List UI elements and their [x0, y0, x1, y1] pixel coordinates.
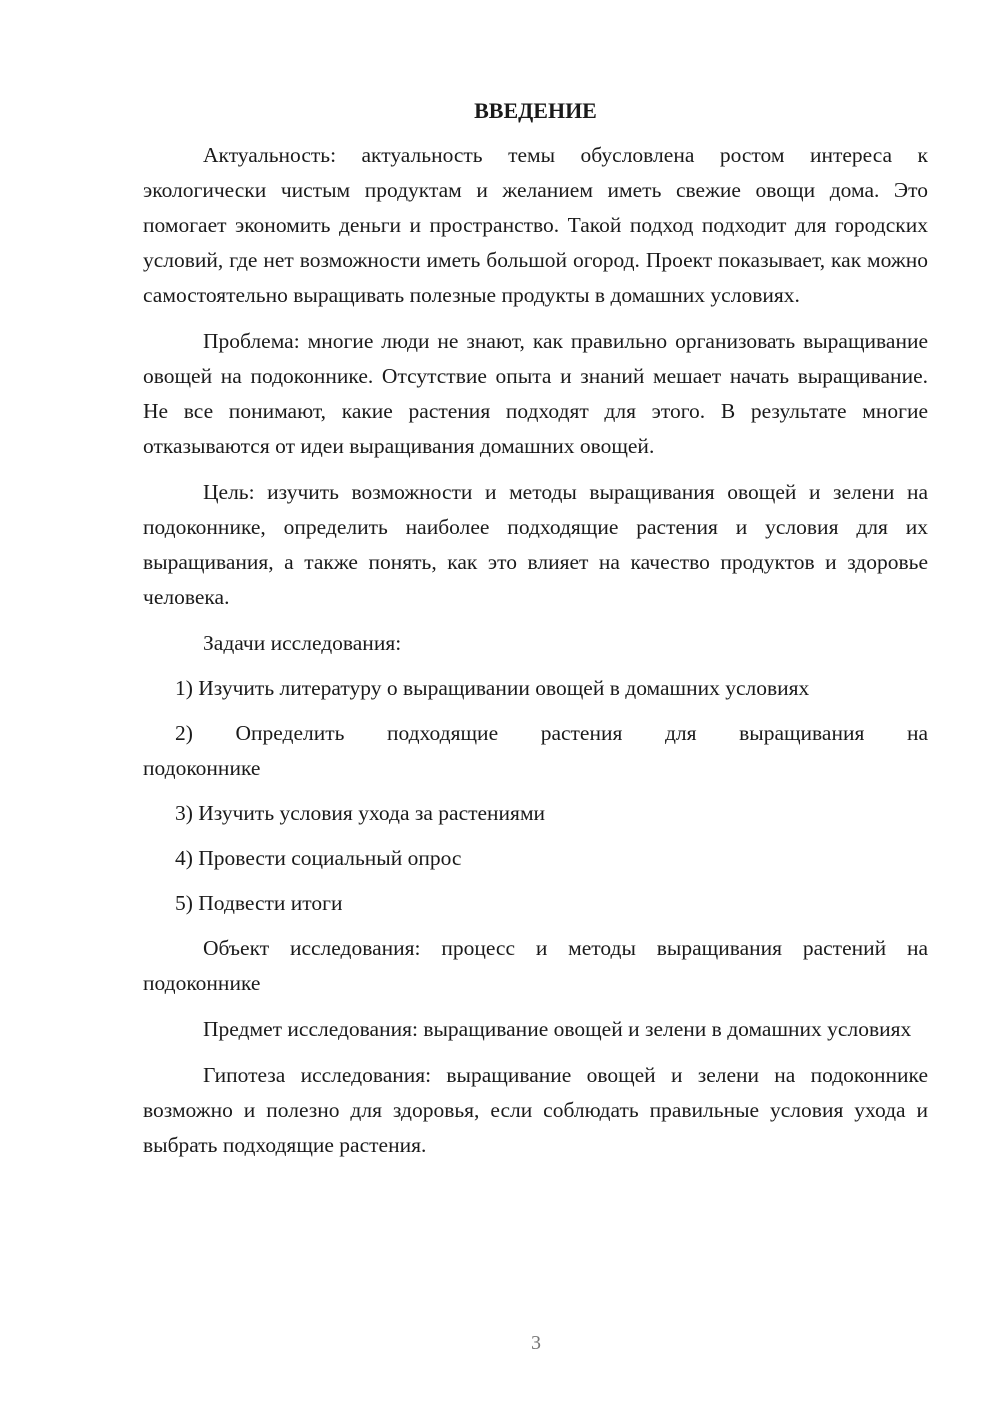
- section-heading: ВВЕДЕНИЕ: [474, 98, 597, 123]
- task-item-2-line-2: подоконнике: [143, 756, 261, 780]
- goal-paragraph: Цель: изучить возможности и методы выращивания овощей и зелени на подоконнике, определить наиболее подходящие растения и условия для их выращивания, а также понять, как это влияет на качество продуктов и здоровье человека.: [143, 480, 928, 609]
- task-item-2-line-1: 2) Определить подходящие растения для выращивания на: [175, 721, 928, 745]
- document-body: [143, 96, 928, 1174]
- hypothesis-paragraph: Гипотеза исследования: выращивание овощей и зелени на подоконнике возможно и полезно для здоровья, если соблюдать правильные условия ухода и выбрать подходящие растения.: [143, 1063, 928, 1157]
- task-item-1: 1) Изучить литературу о выращивании овощей в домашних условиях: [175, 676, 810, 700]
- problem-paragraph: Проблема: многие люди не знают, как правильно организовать выращивание овощей на подоконнике. Отсутствие опыта и знаний мешает начать выращивание. Не все понимают, какие растения подходят для этого. В результате многие отказываются от идеи выращивания домашних овощей.: [143, 329, 928, 458]
- page-number: 3: [531, 1332, 541, 1354]
- task-item-4: 4) Провести социальный опрос: [175, 846, 462, 870]
- task-item-3: 3) Изучить условия ухода за растениями: [175, 801, 546, 825]
- object-paragraph: Объект исследования: процесс и методы выращивания растений на подоконнике: [143, 936, 928, 995]
- subject-paragraph: Предмет исследования: выращивание овощей и зелени в домашних условиях: [203, 1017, 912, 1041]
- relevance-paragraph: Актуальность: актуальность темы обусловлена ростом интереса к экологически чистым продуктам и желанием иметь свежие овощи дома. Это помогает экономить деньги и пространство. Такой подход подходит для городских условий, где нет возможности иметь большой огород. Проект показывает, как можно самостоятельно выращивать полезные продукты в домашних условиях.: [143, 143, 928, 307]
- tasks-title: Задачи исследования:: [203, 631, 402, 655]
- task-item-5: 5) Подвести итоги: [175, 891, 343, 915]
- task-item-2: [143, 716, 928, 786]
